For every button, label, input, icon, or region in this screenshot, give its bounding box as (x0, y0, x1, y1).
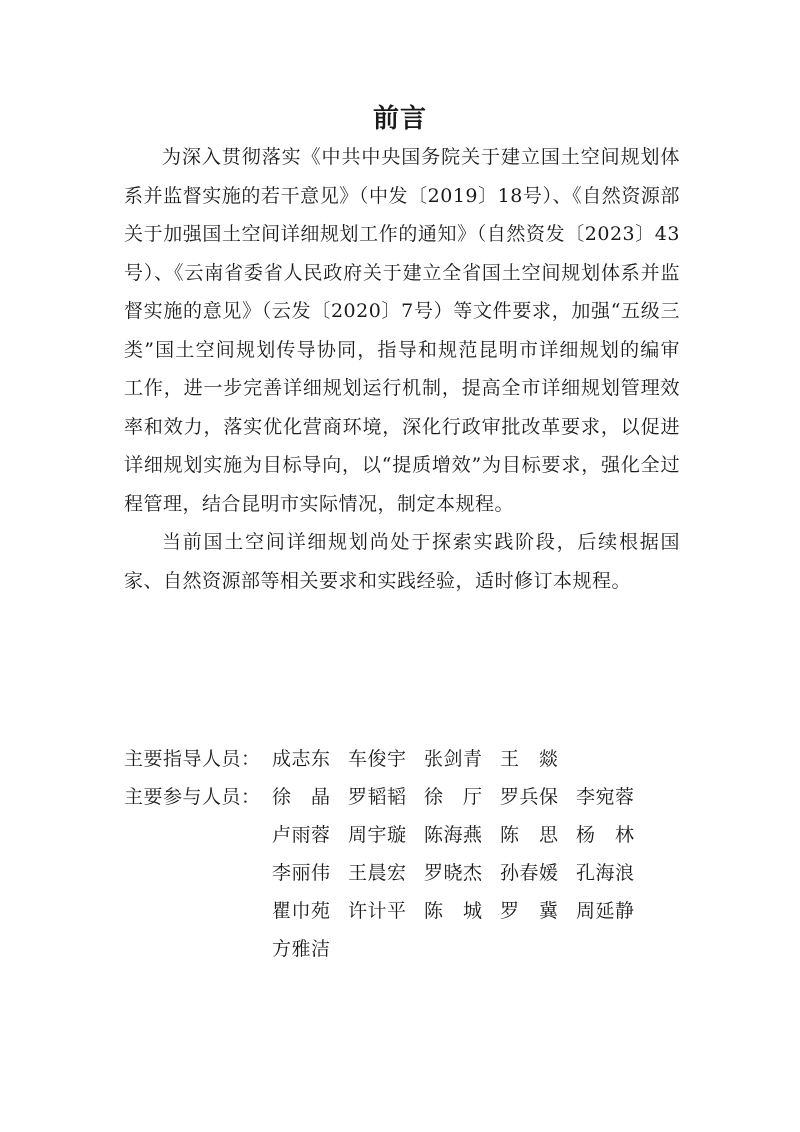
contributor-name: 王 燚 (500, 748, 559, 770)
contributor-name: 陈 城 (424, 900, 483, 922)
contributor-name: 孔海浪 (576, 862, 635, 884)
contributor-name: 张剑青 (424, 748, 483, 770)
participants-label: 主要参与人员： (124, 786, 261, 808)
contributor-name: 李丽伟 (272, 862, 331, 884)
page-title: 前言 (372, 104, 427, 134)
contributor-name: 王晨宏 (348, 862, 407, 884)
contributor-name: 罗晓杰 (424, 862, 483, 884)
participants-row (124, 778, 684, 968)
contributor-name: 成志东 (272, 748, 331, 770)
contributor-name: 孙春媛 (500, 862, 559, 884)
preface-body (124, 138, 680, 600)
contributor-name: 罗兵保 (500, 786, 559, 808)
contributor-name: 罗 冀 (500, 900, 559, 922)
contributor-name: 车俊宇 (348, 748, 407, 770)
preface-paragraph: 为深入贯彻落实《中共中央国务院关于建立国土空间规划体系并监督实施的若干意见》（中发〔2019〕18号）、《自然资源部关于加强国土空间详细规划工作的通知》（自然资发〔2023〕43号）、《云南省委省人民政府关于建立全省国土空间规划体系并监督实施的意见》（云发〔2020〕7号）等文件要求，加强“五级三类”国土空间规划传导协同，指导和规范昆明市详细规划的编审工作，进一步完善详细规划运行机制，提高全市详细规划管理效率和效力，落实优化营商环境，深化行政审批改革要求，以促进详细规划实施为目标导向，以“提质增效”为目标要求，强化全过程管理，结合昆明市实际情况，制定本规程。 (124, 146, 680, 515)
contributor-name: 陈海燕 (424, 824, 483, 846)
guidance-names (272, 740, 652, 778)
contributor-name: 卢雨蓉 (272, 824, 331, 846)
participant-names (272, 778, 652, 968)
guidance-row (124, 740, 684, 778)
contributor-name: 杨 林 (576, 824, 635, 846)
contributor-name: 许计平 (348, 900, 407, 922)
contributor-name: 徐 厅 (424, 786, 483, 808)
contributor-name: 瞿巾苑 (272, 900, 331, 922)
contributor-name: 陈 思 (500, 824, 559, 846)
preface-paragraph: 当前国土空间详细规划尚处于探索实践阶段，后续根据国家、自然资源部等相关要求和实践经验，适时修订本规程。 (124, 531, 680, 592)
contributor-name: 周宇璇 (348, 824, 407, 846)
guidance-label: 主要指导人员： (124, 748, 261, 770)
contributor-name: 方雅洁 (272, 938, 331, 960)
contributor-name: 李宛蓉 (576, 786, 635, 808)
contributor-name: 徐 晶 (272, 786, 331, 808)
contributor-name: 周延静 (576, 900, 635, 922)
contributors-section (124, 740, 684, 968)
contributor-name: 罗韬韬 (348, 786, 407, 808)
